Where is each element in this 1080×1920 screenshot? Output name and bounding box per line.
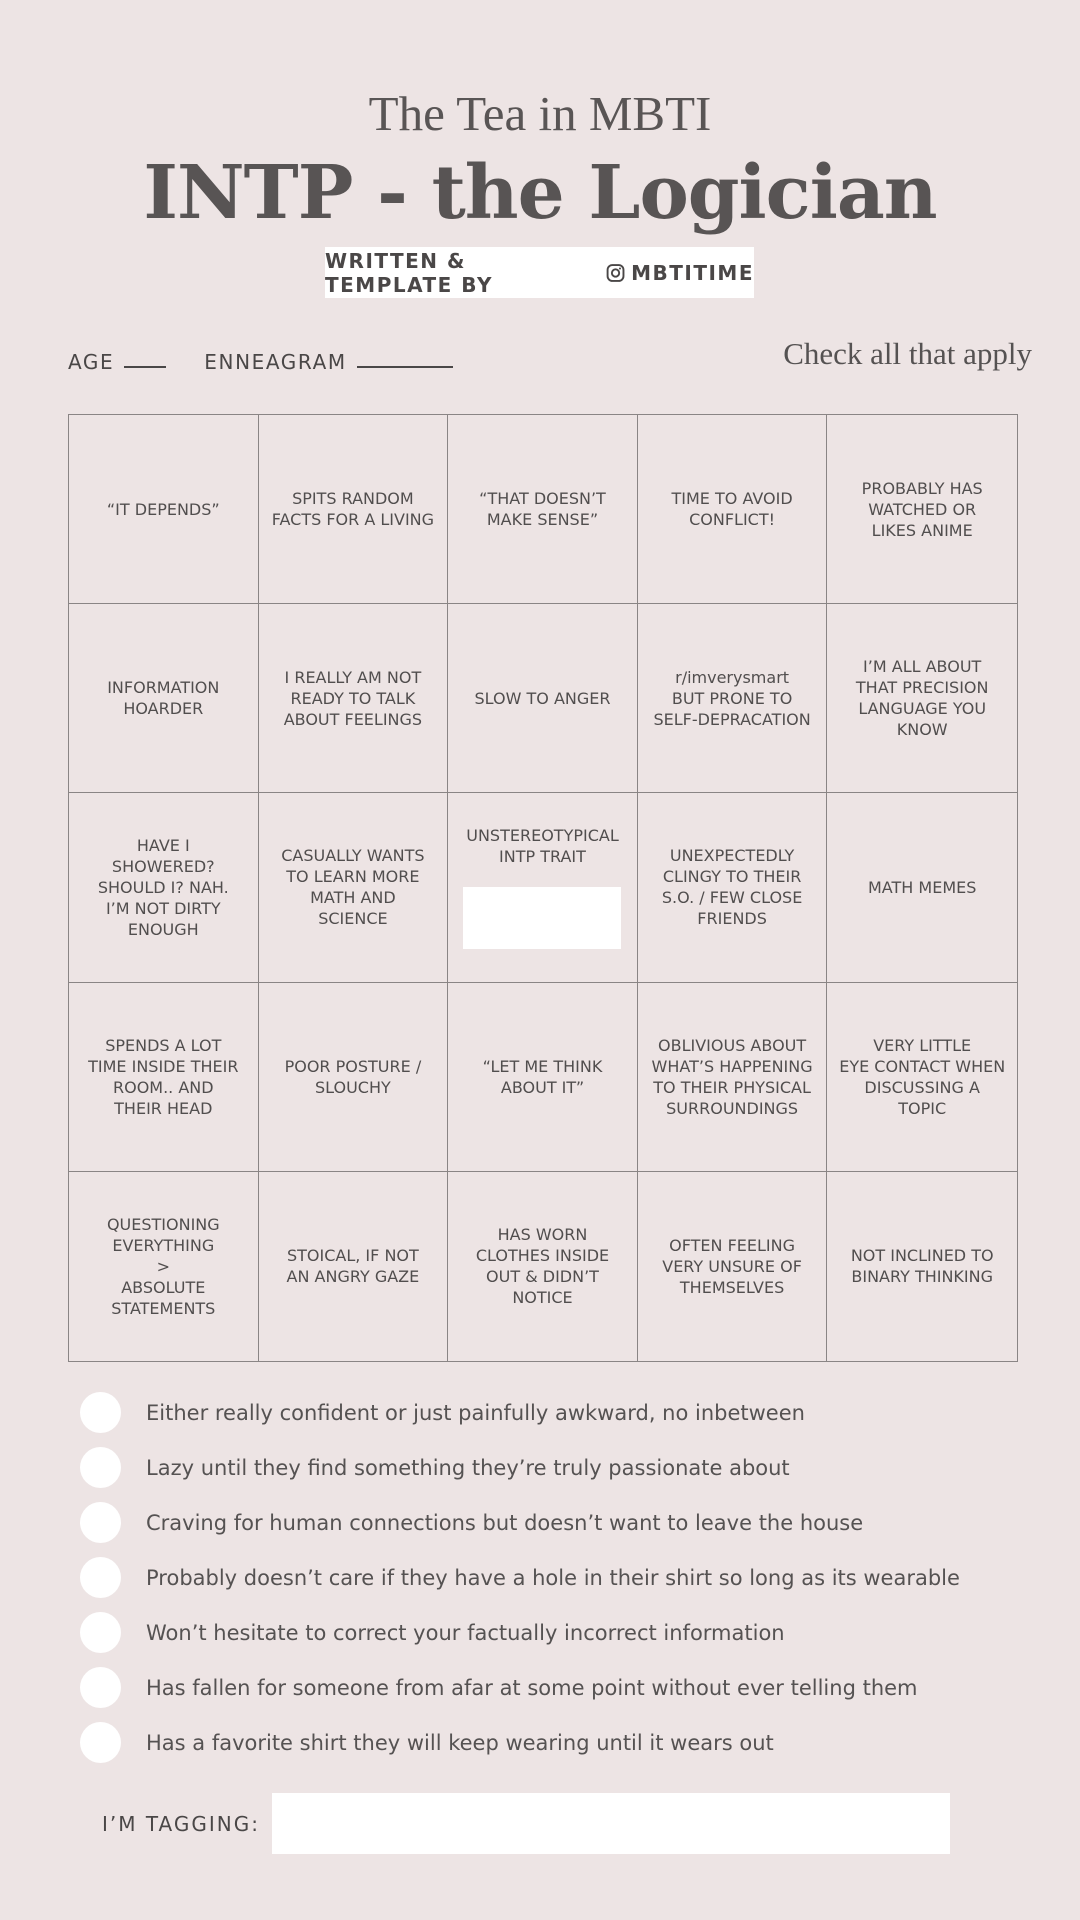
- bingo-cell-text: OFTEN FEELING VERY UNSURE OF THEMSELVES: [662, 1235, 802, 1297]
- write-in-box[interactable]: [463, 887, 621, 949]
- page-subtitle: The Tea in MBTI: [368, 86, 712, 141]
- bingo-cell-text: “THAT DOESN’T MAKE SENSE”: [479, 489, 606, 530]
- enneagram-blank[interactable]: [357, 366, 453, 368]
- check-all-instruction: Check all that apply: [783, 336, 1032, 371]
- checkbox-circle[interactable]: [80, 1392, 121, 1433]
- checkbox-circle[interactable]: [80, 1612, 121, 1653]
- age-label: AGE: [68, 350, 115, 374]
- bingo-cell-text: STOICAL, IF NOT AN ANGRY GAZE: [286, 1246, 420, 1287]
- checkbox-circle[interactable]: [80, 1447, 121, 1488]
- bingo-cell-text: SLOW TO ANGER: [474, 688, 611, 708]
- bingo-cell-text: VERY LITTLE EYE CONTACT WHEN DISCUSSING A TOPIC: [839, 1035, 1006, 1118]
- checklist-item-text: Lazy until they find something they’re truly passionate about: [146, 1455, 790, 1480]
- bingo-cell[interactable]: [827, 983, 1017, 1172]
- tagging-input[interactable]: [272, 1793, 950, 1854]
- bingo-cell[interactable]: [638, 983, 828, 1172]
- meta-row: [68, 344, 453, 374]
- bingo-cell[interactable]: [69, 604, 259, 793]
- bingo-cell[interactable]: [827, 793, 1017, 982]
- bingo-cell-text: “LET ME THINK ABOUT IT”: [482, 1056, 603, 1097]
- page-title: INTP - the Logician: [143, 150, 937, 236]
- bingo-cell[interactable]: [69, 415, 259, 604]
- checkbox-circle[interactable]: [80, 1502, 121, 1543]
- bingo-cell-text: NOT INCLINED TO BINARY THINKING: [850, 1246, 994, 1287]
- bingo-cell[interactable]: [827, 1172, 1017, 1361]
- bingo-cell-text: INFORMATION HOARDER: [107, 678, 220, 719]
- checklist-item-text: Won’t hesitate to correct your factually incorrect information: [146, 1620, 785, 1645]
- bingo-cell-text: POOR POSTURE / SLOUCHY: [284, 1056, 422, 1097]
- bingo-cell-text: CASUALLY WANTS TO LEARN MORE MATH AND SCIENCE: [281, 846, 425, 929]
- checkbox-circle[interactable]: [80, 1667, 121, 1708]
- bingo-cell[interactable]: [638, 415, 828, 604]
- tagging-label: I’M TAGGING:: [102, 1812, 260, 1836]
- bingo-cell-text: HAVE I SHOWERED? SHOULD I? NAH. I’M NOT DIRTY ENOUGH: [97, 835, 229, 939]
- trait-checklist: [80, 1385, 960, 1770]
- bingo-cell-text: SPITS RANDOM FACTS FOR A LIVING: [271, 489, 435, 530]
- bingo-cell-text: UNSTEREOTYPICAL INTP TRAIT: [466, 826, 619, 867]
- bingo-cell[interactable]: [638, 1172, 828, 1361]
- bingo-cell[interactable]: [448, 983, 638, 1172]
- checklist-item-text: Either really confident or just painfully awkward, no inbetween: [146, 1400, 805, 1425]
- bingo-cell[interactable]: [448, 793, 638, 982]
- bingo-cell-text: PROBABLY HAS WATCHED OR LIKES ANIME: [861, 478, 983, 540]
- bingo-cell[interactable]: [259, 793, 449, 982]
- credit-prefix: WRITTEN & TEMPLATE BY: [325, 248, 493, 297]
- instagram-icon: [606, 262, 625, 284]
- bingo-cell[interactable]: [448, 415, 638, 604]
- bingo-cell[interactable]: [259, 983, 449, 1172]
- bingo-cell[interactable]: [69, 1172, 259, 1361]
- checklist-item: [80, 1715, 960, 1770]
- credit-handle: MBTITIME: [631, 260, 754, 285]
- bingo-cell[interactable]: [448, 604, 638, 793]
- checkbox-circle[interactable]: [80, 1722, 121, 1763]
- bingo-cell-text: TIME TO AVOID CONFLICT!: [671, 489, 793, 530]
- credit-badge: [325, 247, 754, 298]
- bingo-cell-text: MATH MEMES: [868, 877, 977, 897]
- checklist-item: [80, 1385, 960, 1440]
- bingo-cell[interactable]: [448, 1172, 638, 1361]
- bingo-cell[interactable]: [827, 415, 1017, 604]
- bingo-cell[interactable]: [259, 1172, 449, 1361]
- bingo-cell[interactable]: [638, 793, 828, 982]
- bingo-cell[interactable]: [69, 983, 259, 1172]
- checklist-item-text: Has a favorite shirt they will keep wearing until it wears out: [146, 1730, 774, 1755]
- checklist-item: [80, 1550, 960, 1605]
- checklist-item: [80, 1495, 960, 1550]
- bingo-cell[interactable]: [69, 793, 259, 982]
- checklist-item-text: Has fallen for someone from afar at some point without ever telling them: [146, 1675, 918, 1700]
- bingo-cell-text: OBLIVIOUS ABOUT WHAT’S HAPPENING TO THEIR PHYSICAL SURROUNDINGS: [651, 1035, 813, 1118]
- checklist-item: [80, 1660, 960, 1715]
- bingo-cell[interactable]: [259, 604, 449, 793]
- bingo-cell-text: SPENDS A LOT TIME INSIDE THEIR ROOM.. AND THEIR HEAD: [88, 1035, 239, 1118]
- bingo-grid: [68, 414, 1018, 1362]
- age-blank[interactable]: [124, 366, 166, 368]
- bingo-cell-text: I REALLY AM NOT READY TO TALK ABOUT FEELINGS: [283, 667, 423, 729]
- bingo-cell-text: QUESTIONING EVERYTHING > ABSOLUTE STATEMENTS: [106, 1214, 220, 1318]
- bingo-cell-text: r/imverysmart BUT PRONE TO SELF-DEPRACATION: [653, 667, 811, 729]
- bingo-cell[interactable]: [259, 415, 449, 604]
- checkbox-circle[interactable]: [80, 1557, 121, 1598]
- checklist-item: [80, 1440, 960, 1495]
- bingo-cell[interactable]: [638, 604, 828, 793]
- bingo-cell-text: I’M ALL ABOUT THAT PRECISION LANGUAGE YOU KNOW: [855, 657, 989, 740]
- checklist-item-text: Craving for human connections but doesn’t want to leave the house: [146, 1510, 864, 1535]
- enneagram-label: ENNEAGRAM: [204, 350, 347, 374]
- checklist-item-text: Probably doesn’t care if they have a hole in their shirt so long as its wearable: [146, 1565, 960, 1590]
- bingo-cell-text: UNEXPECTEDLY CLINGY TO THEIR S.O. / FEW CLOSE FRIENDS: [661, 846, 803, 929]
- checklist-item: [80, 1605, 960, 1660]
- bingo-cell-text: “IT DEPENDS”: [106, 499, 220, 519]
- bingo-cell[interactable]: [827, 604, 1017, 793]
- bingo-cell-text: HAS WORN CLOTHES INSIDE OUT & DIDN’T NOTICE: [475, 1225, 610, 1308]
